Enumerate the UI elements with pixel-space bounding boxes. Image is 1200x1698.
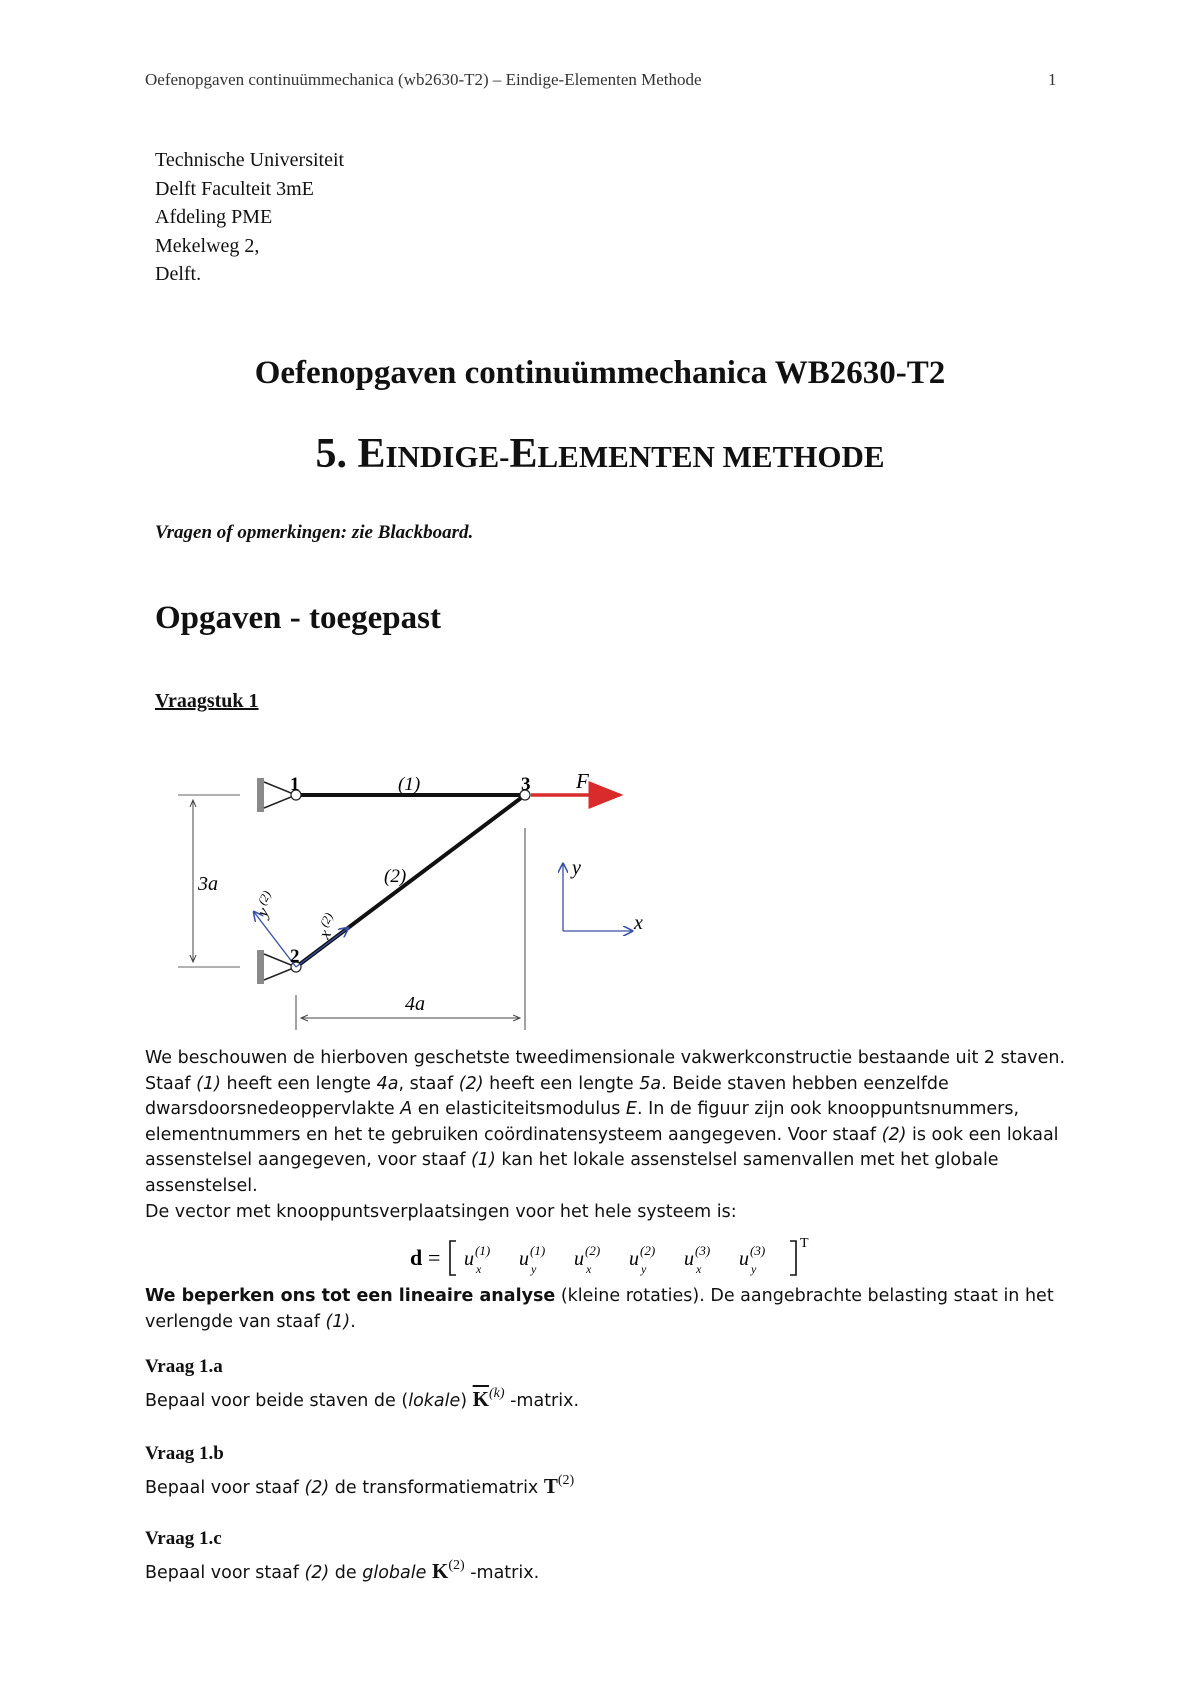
vector-entry-superscript: (2): [585, 1243, 601, 1258]
text-run: (2): [881, 1124, 907, 1145]
text-run: . In de figuur zijn ook knooppuntsnummers, elementnummers en het te gebruiken coördinatensysteem aangegeven. Voor staaf: [145, 1099, 1020, 1145]
vector-entry-subscript: x: [696, 1262, 702, 1276]
text-run: 4a: [376, 1073, 399, 1094]
vector-entry-symbol: u: [574, 1248, 584, 1270]
text-run: kan het lokale assenstelsel samenvallen met het globale assenstelsel.: [145, 1150, 999, 1196]
linear-analysis-note: [145, 1284, 1075, 1335]
text-run: . Beide staven hebben eenzelfde dwarsdoorsnedeoppervlakte: [145, 1073, 949, 1120]
node-label-1: 1: [290, 774, 300, 795]
vector-symbol-d: d: [410, 1245, 423, 1270]
vector-entry-subscript: y: [751, 1262, 757, 1276]
vector-entry-superscript: (1): [530, 1243, 546, 1258]
text-run: (2): [304, 1563, 330, 1583]
node-label-3: 3: [521, 774, 531, 795]
question-text: [145, 1386, 579, 1412]
question-text: [145, 1558, 539, 1584]
text-run: lokale: [408, 1391, 461, 1411]
text-run: de: [329, 1563, 363, 1583]
questions-note: Vragen of opmerkingen: zie Blackboard.: [155, 522, 474, 543]
text-run: ): [460, 1391, 473, 1411]
matrix-symbol: T: [543, 1474, 558, 1498]
vector-entry-symbol: u: [739, 1248, 749, 1270]
vector-entry: [464, 1243, 490, 1276]
vector-entry-symbol: u: [464, 1248, 474, 1270]
element-label-1: (1): [398, 774, 421, 795]
text-run: .: [350, 1311, 356, 1332]
running-header: Oefenopgaven continuümmechanica (wb2630-T2) – Eindige-Elementen Methode: [145, 70, 702, 89]
vector-entry: [739, 1243, 765, 1276]
vector-entry-superscript: (2): [640, 1243, 656, 1258]
problem-heading: Vraagstuk 1: [155, 690, 259, 712]
element-label-2: (2): [384, 866, 407, 887]
matrix-superscript: (2): [448, 1558, 465, 1573]
text-run: (1): [325, 1311, 351, 1332]
address-line: Technische Universiteit: [155, 149, 345, 171]
text-run: 5a: [639, 1073, 662, 1094]
local-y-label: [249, 888, 281, 921]
text-run: (1): [471, 1150, 496, 1171]
global-y-label: y: [572, 857, 581, 879]
text-run: de transformatiematrix: [329, 1478, 544, 1498]
chapter-number: 5.: [315, 431, 347, 477]
text-run: Staaf: [145, 1073, 197, 1094]
left-bracket: [450, 1241, 456, 1275]
vector-entry-symbol: u: [629, 1248, 639, 1270]
vector-entry-subscript: x: [476, 1262, 482, 1276]
global-x-label: x: [634, 912, 643, 934]
text-run: Bepaal voor staaf: [145, 1563, 305, 1583]
text-run: Bepaal voor staaf: [145, 1478, 305, 1498]
text-run: E: [625, 1099, 637, 1120]
problem-paragraph: [145, 1072, 1075, 1200]
text-run: , staaf: [398, 1073, 459, 1094]
address-line: Afdeling PME: [155, 206, 273, 228]
problem-text: [145, 1046, 1075, 1225]
text-run: heeft een lengte: [220, 1073, 377, 1094]
text-run: (1): [196, 1073, 221, 1094]
force-label: F: [576, 769, 589, 793]
text-run: Bepaal voor beide staven de (: [145, 1391, 409, 1411]
section-heading: Opgaven - toegepast: [155, 600, 441, 636]
right-bracket: [790, 1241, 796, 1275]
matrix-symbol: K: [431, 1559, 449, 1583]
dimension-label-width: 4a: [405, 993, 425, 1015]
chapter-title-part: E: [357, 431, 386, 477]
address-line: Delft.: [155, 263, 202, 285]
matrix-superscript: (2): [557, 1473, 575, 1488]
vector-entry-subscript: y: [641, 1262, 647, 1276]
chapter-title-part: LEMENTEN METHODE: [537, 439, 885, 474]
local-x-label: [312, 910, 343, 942]
problem-paragraph: De vector met knooppuntsverplaatsingen voor het hele systeem is:: [145, 1201, 737, 1222]
text-run: -matrix.: [464, 1563, 540, 1583]
displacement-vector-equation: [408, 1233, 828, 1283]
chapter-title-part: E: [509, 431, 538, 477]
vector-entry: [519, 1243, 545, 1276]
text-run: (2): [458, 1073, 484, 1094]
question-heading: Vraag 1.b: [145, 1443, 224, 1464]
text-run: A: [400, 1099, 413, 1120]
text-run: is ook een lokaal assenstelsel aangegeven, voor staaf: [145, 1124, 1059, 1171]
page-number: 1: [1048, 70, 1057, 89]
text-run: (kleine rotaties). De aangebrachte belasting staat in het verlengde van staaf: [145, 1286, 1054, 1332]
vector-entry-superscript: (3): [695, 1243, 711, 1258]
text-run: (2): [304, 1478, 330, 1498]
chapter-title-part: INDIGE-: [385, 439, 510, 474]
truss-figure: [160, 755, 660, 1035]
text-run-bold: We beperken ons tot een lineaire analyse: [145, 1286, 556, 1306]
text-run: -matrix.: [504, 1391, 580, 1411]
vector-entry-subscript: x: [586, 1262, 592, 1276]
question-heading: Vraag 1.a: [145, 1356, 223, 1377]
vector-entry: [574, 1243, 600, 1276]
vector-entry-symbol: u: [519, 1248, 529, 1270]
node-label-2: 2: [290, 946, 300, 967]
problem-paragraph: We beschouwen de hierboven geschetste tweedimensionale vakwerkconstructie bestaande uit 2 staven.: [145, 1048, 1066, 1068]
text-run: heeft een lengte: [483, 1073, 640, 1094]
local-x-superscript: (2): [316, 910, 336, 930]
vector-entry-symbol: u: [684, 1248, 694, 1270]
vector-entry-superscript: (3): [750, 1243, 766, 1258]
local-y-superscript: (2): [254, 888, 274, 908]
question-text: [145, 1473, 574, 1499]
vector-entry: [629, 1243, 655, 1276]
vector-entry-superscript: (1): [475, 1243, 491, 1258]
matrix-symbol: $\overline{K}$: [472, 1387, 489, 1411]
question-heading: Vraag 1.c: [145, 1528, 222, 1549]
address-line: Delft Faculteit 3mE: [155, 177, 314, 200]
matrix-superscript: (k): [489, 1386, 505, 1401]
transpose-mark: T: [800, 1236, 809, 1251]
text-run: globale: [362, 1563, 427, 1583]
address-block: [155, 146, 344, 289]
local-x-letter: x: [314, 926, 336, 942]
dimension-label-height: 3a: [198, 873, 218, 895]
text-run: en elasticiteitsmodulus: [412, 1099, 626, 1120]
equals-sign: =: [428, 1245, 441, 1270]
address-line: Mekelweg 2,: [155, 234, 260, 257]
chapter-title: [0, 430, 1200, 478]
vector-entry-subscript: y: [531, 1262, 537, 1276]
course-title: Oefenopgaven continuümmechanica WB2630-T2: [254, 355, 946, 391]
vector-entry: [684, 1243, 710, 1276]
local-y-letter: y: [252, 904, 274, 920]
